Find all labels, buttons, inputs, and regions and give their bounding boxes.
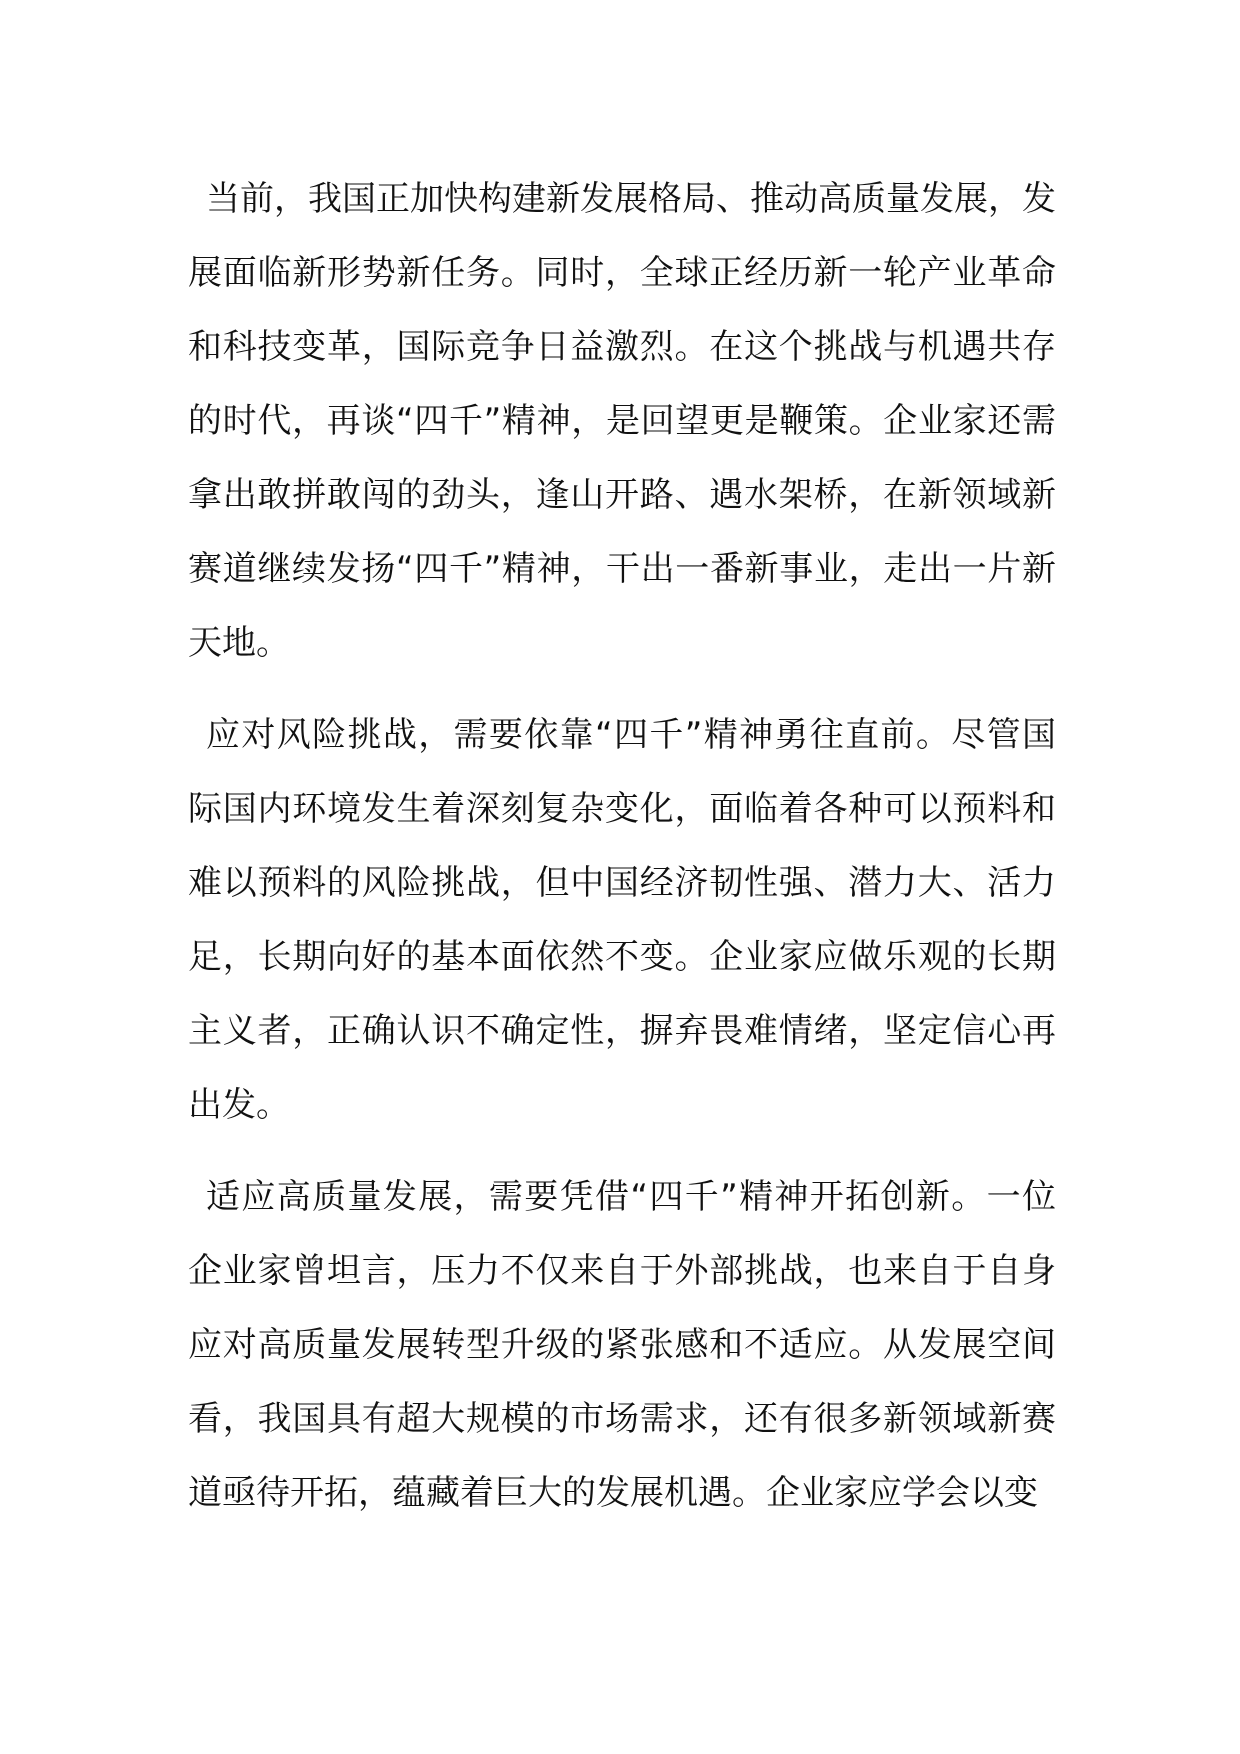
paragraph: 应对风险挑战，需要依靠“四千”精神勇往直前。尽管国际国内环境发生着深刻复杂变化，面临着各种可以预料和难以预料的风险挑战，但中国经济韧性强、潜力大、活力足，长期向好的基本面依然不变。企业家应做乐观的长期主义者，正确认识不确定性，摒弃畏难情绪，坚定信心再出发。 bbox=[188, 715, 1056, 1125]
paragraph: 当前，我国正加快构建新发展格局、推动高质量发展，发展面临新形势新任务。同时，全球正经历新一轮产业革命和科技变革，国际竞争日益激烈。在这个挑战与机遇共存的时代，再谈“四千”精神，是回望更是鞭策。企业家还需拿出敢拼敢闯的劲头，逢山开路、遇水架桥，在新领域新赛道继续发扬“四千”精神，干出一番新事业，走出一片新天地。 bbox=[188, 179, 1056, 663]
document-body bbox=[188, 162, 1056, 1548]
paragraph: 适应高质量发展，需要凭借“四千”精神开拓创新。一位企业家曾坦言，压力不仅来自于外部挑战，也来自于自身应对高质量发展转型升级的紧张感和不适应。从发展空间看，我国具有超大规模的市场需求，还有很多新领域新赛道亟待开拓，蕴藏着巨大的发展机遇。企业家应学会以变 bbox=[188, 1177, 1056, 1513]
